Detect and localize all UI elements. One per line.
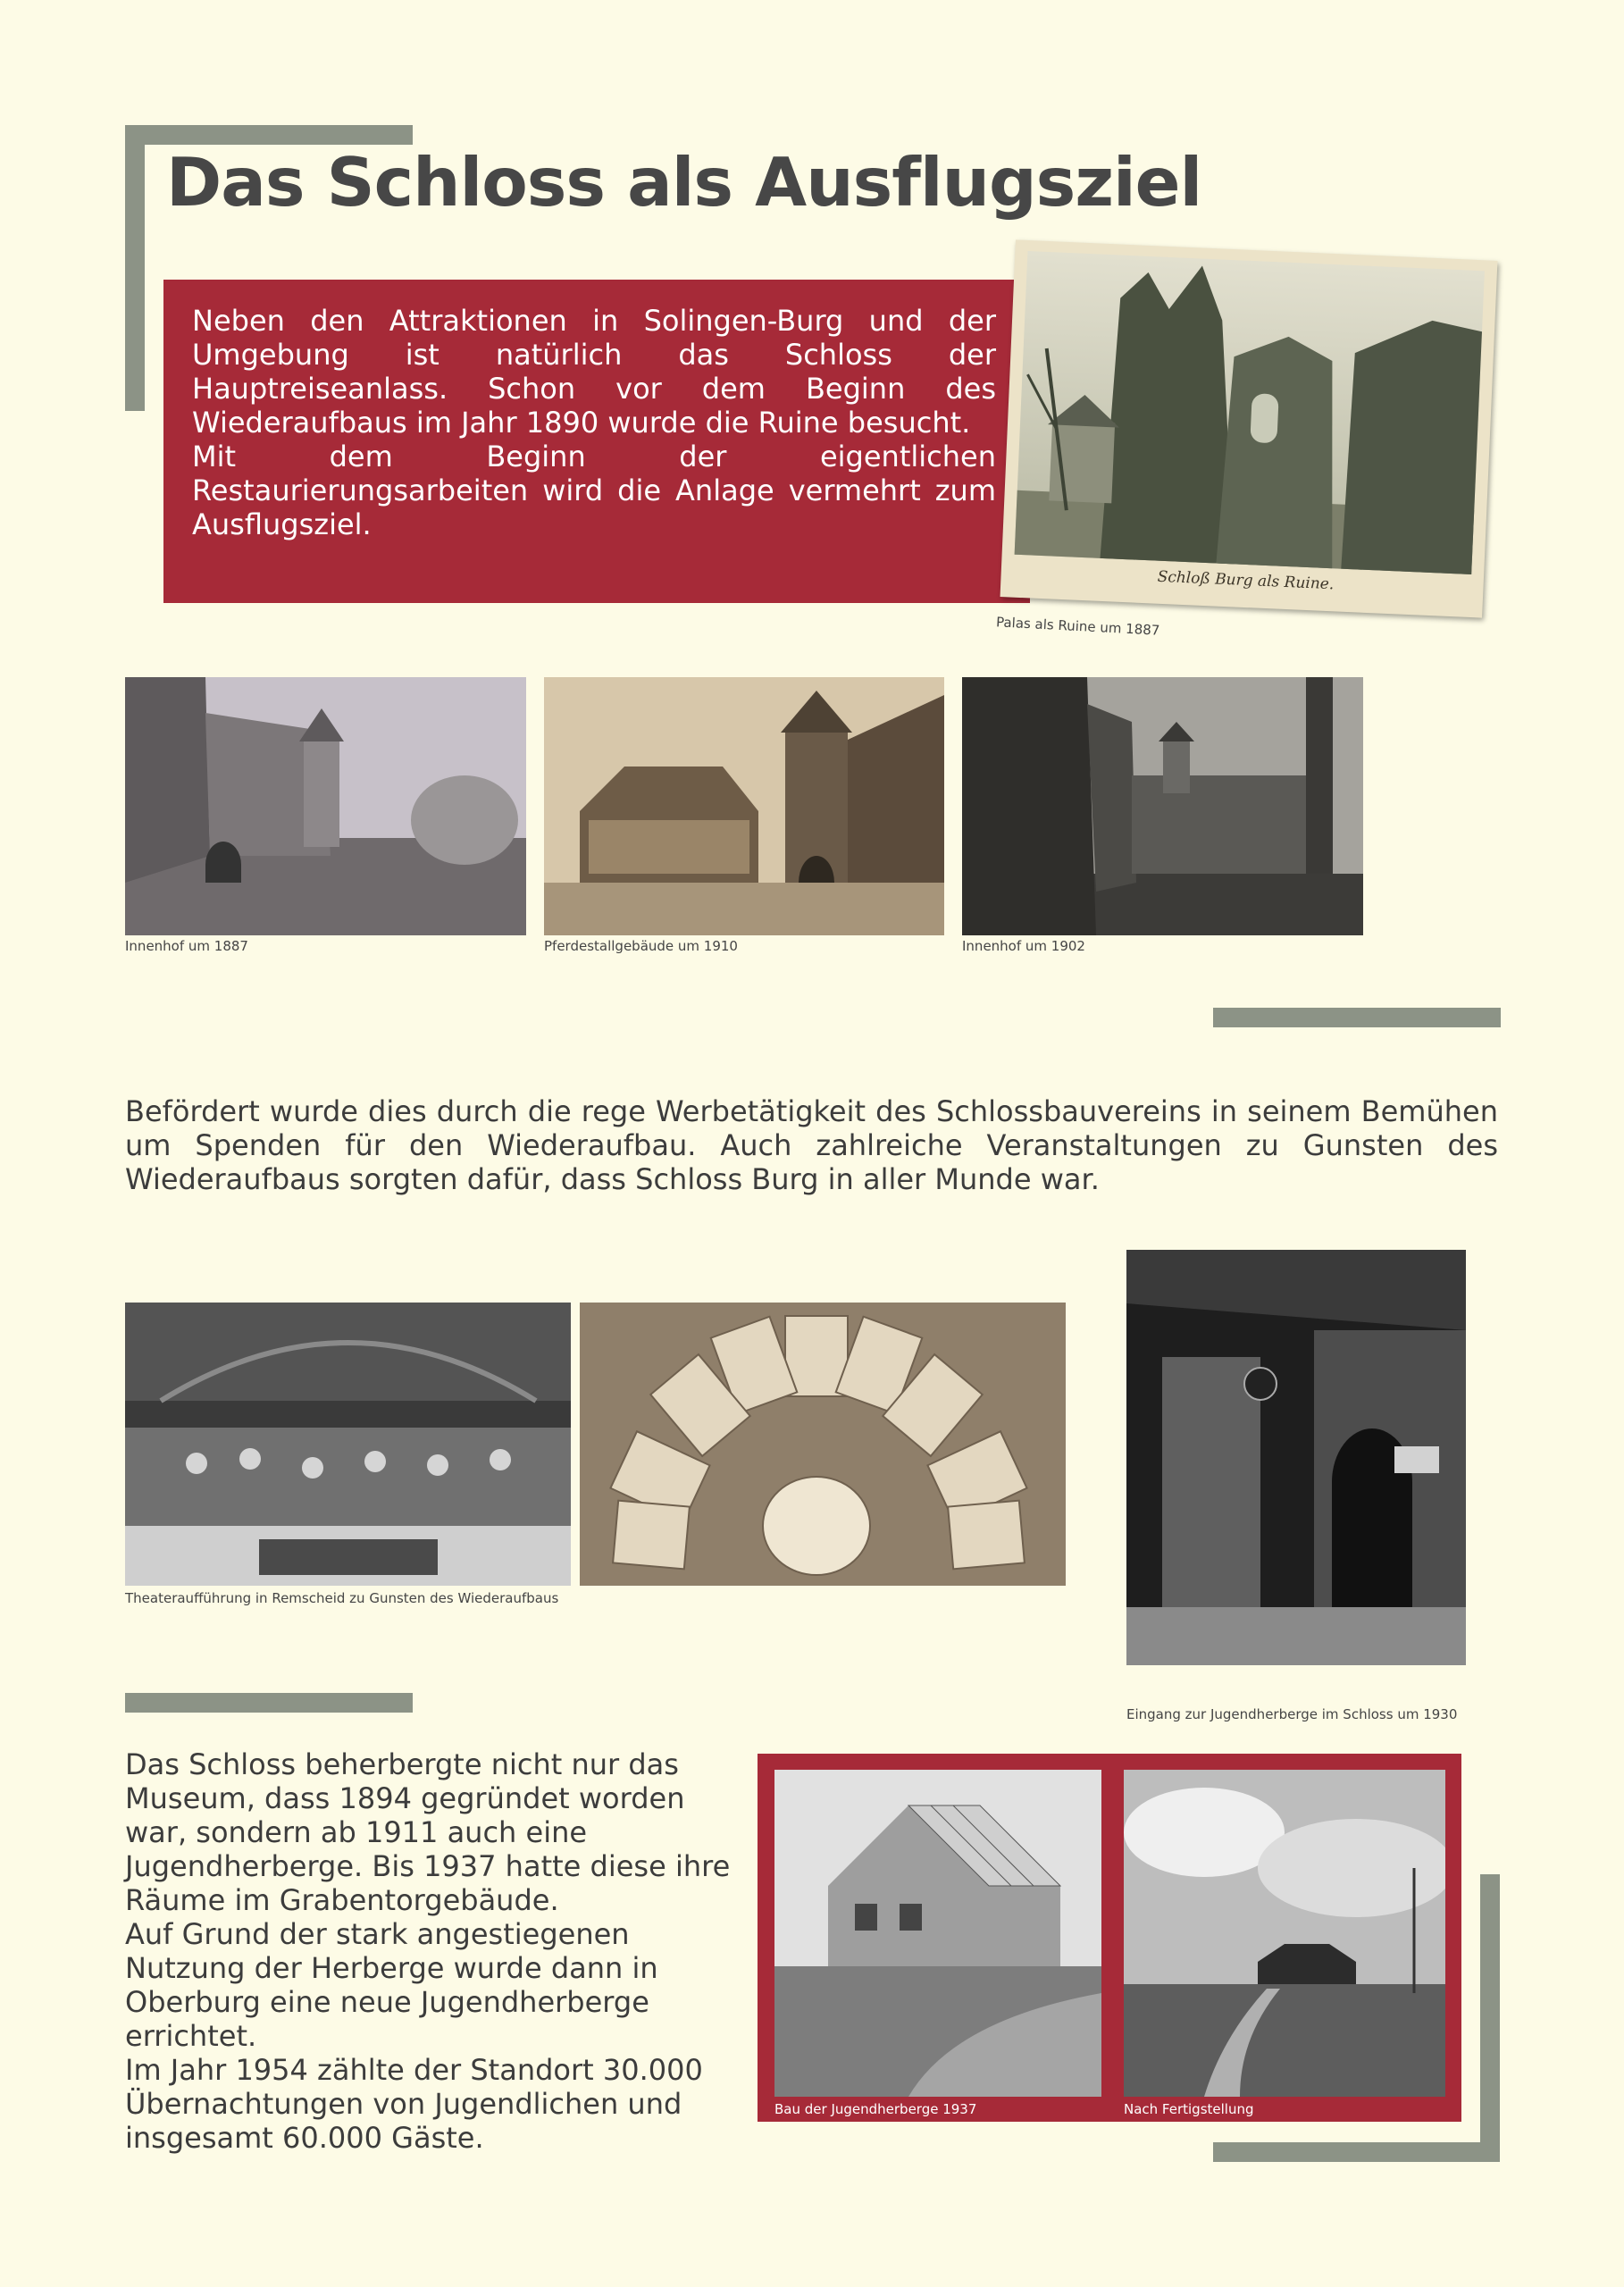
page-title: Das Schloss als Ausflugsziel [166, 143, 1202, 222]
postcard-handwriting: Schloß Burg als Ruine. [1157, 567, 1335, 594]
intro-paragraph: Mit dem Beginn der eigentlichen Restaurierungsarbeiten wird die Anlage vermehrt zum Ausflugsziel. [192, 440, 996, 541]
photo-pferdestall-1910 [544, 677, 944, 935]
bottom-paragraph: Auf Grund der stark angestiegenen Nutzung der Herberge wurde dann in Oberburg eine neue Jugendherberge errichtet. [125, 1917, 658, 2053]
bottom-text [125, 1747, 732, 2155]
bottom-paragraph: Im Jahr 1954 zählte der Standort 30.000 Übernachtungen von Jugendlichen und insgesamt 60.000 Gäste. [125, 2053, 703, 2155]
decor-bar-top-vertical [125, 125, 145, 411]
postcard-image [1000, 239, 1498, 617]
intro-text [192, 304, 996, 541]
photo-eingang-jugendherberge [1126, 1250, 1466, 1665]
decor-bar-bottom-right-horizontal [1213, 2142, 1500, 2162]
photo-card-fan [580, 1303, 1066, 1586]
decor-bar-mid-right [1213, 1008, 1501, 1027]
middle-paragraph: Befördert wurde dies durch die rege Werbetätigkeit des Schlossbauvereins in seinem Bemühen um Spenden für den Wiederaufbau. Auch zahlreiche Veranstaltungen zu Gunsten des Wiederaufbaus sorgten dafür, dass Schloss Burg in aller Munde war. [125, 1094, 1498, 1196]
photo-nach-fertigstellung [1124, 1770, 1445, 2097]
photo-theater-remscheid [125, 1303, 571, 1586]
bottom-paragraph: Das Schloss beherbergte nicht nur das Museum, dass 1894 gegründet worden war, sondern ab 1911 auch eine Jugendherberge. Bis 1937 hatte diese ihre Räume im Grabentorgebäude. [125, 1747, 731, 1917]
caption-pferdestall-1910: Pferdestallgebäude um 1910 [544, 938, 738, 954]
caption-innenhof-1902: Innenhof um 1902 [962, 938, 1085, 954]
caption-theater: Theateraufführung in Remscheid zu Gunsten des Wiederaufbaus [125, 1590, 559, 1606]
photo-bau-jugendherberge-1937 [774, 1770, 1101, 2097]
photo-innenhof-1887 [125, 677, 526, 935]
intro-paragraph: Neben den Attraktionen in Solingen-Burg und der Umgebung ist natürlich das Schloss der Hauptreiseanlass. Schon vor dem Beginn des Wiederaufbaus im Jahr 1890 wurde die Ruine besucht. [192, 304, 996, 440]
caption-innenhof-1887: Innenhof um 1887 [125, 938, 248, 954]
decor-bar-top-horizontal [125, 125, 413, 145]
postcard-palas-ruin [1000, 239, 1498, 617]
photo-innenhof-1902 [962, 677, 1363, 935]
decor-bar-bottom-left [125, 1693, 413, 1713]
decor-bar-bottom-right-vertical [1480, 1874, 1500, 2162]
caption-postcard: Palas als Ruine um 1887 [995, 614, 1160, 639]
caption-eingang: Eingang zur Jugendherberge im Schloss um 1930 [1126, 1706, 1458, 1722]
caption-nach-fertigstellung: Nach Fertigstellung [1124, 2101, 1254, 2117]
caption-bau-1937: Bau der Jugendherberge 1937 [774, 2101, 977, 2117]
